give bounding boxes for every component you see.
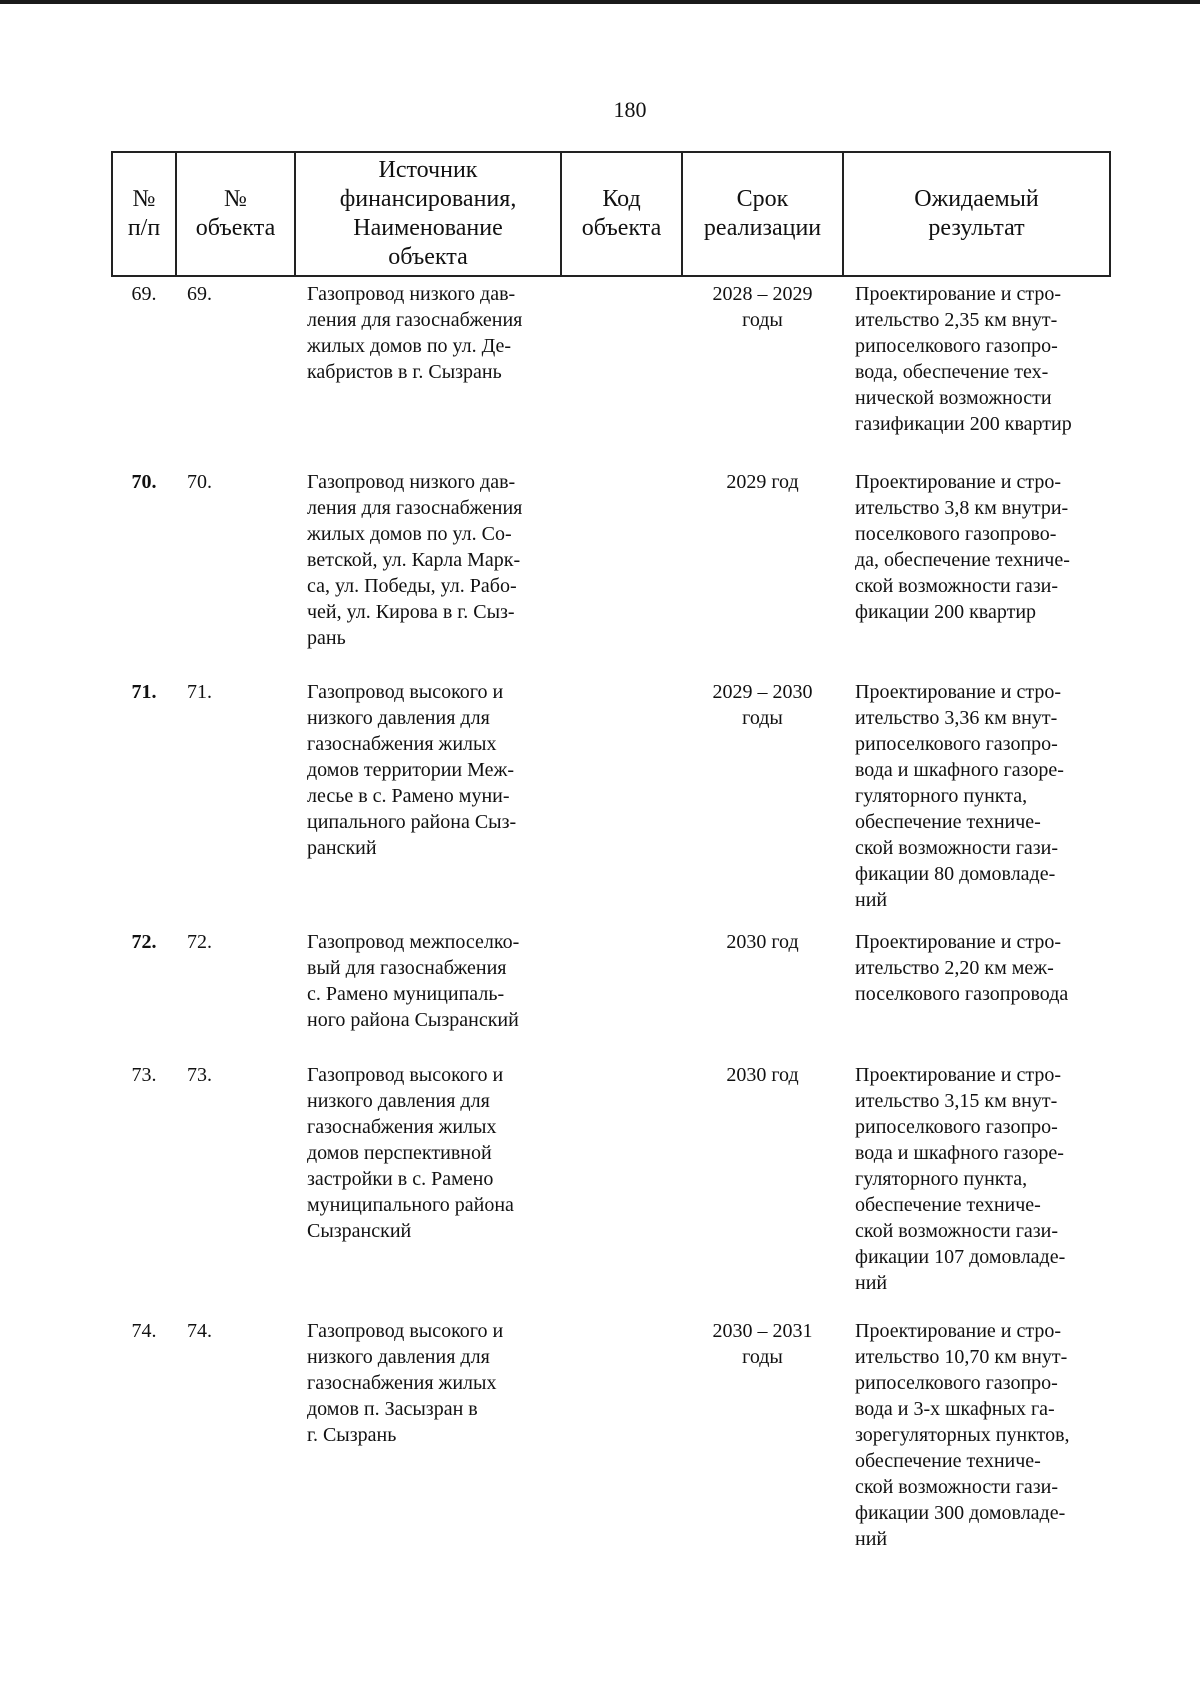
table-row — [112, 1314, 1110, 1564]
expected-result: Проектирование и стро- ительство 2,35 км внут- рипоселкового газопро- вода, обеспечение тех- нической возможности газификации 200 квартир — [855, 283, 1072, 435]
header-funding-source-name: Источник финансирования, Наименование объекта — [295, 152, 561, 276]
implementation-term: 2030 – 2031 годы — [712, 1320, 813, 1368]
object-code — [561, 675, 682, 925]
expected-result: Проектирование и стро- ительство 2,20 км меж- поселкового газопровода — [855, 931, 1069, 1005]
object-code — [561, 925, 682, 1058]
object-code — [561, 1314, 682, 1564]
object-code — [561, 465, 682, 675]
row-number: 71. — [131, 681, 157, 703]
table-row — [112, 276, 1110, 465]
table-row — [112, 925, 1110, 1058]
implementation-term: 2030 год — [726, 931, 799, 953]
expected-result: Проектирование и стро- ительство 3,8 км внутри- поселкового газопрово- да, обеспечение техниче- ской возможности гази- фикации 200 квартир — [855, 471, 1070, 623]
page-top-border — [0, 0, 1200, 4]
row-number: 69. — [131, 283, 157, 305]
object-name: Газопровод межпоселко- вый для газоснабжения с. Рамено муниципаль- ного района Сызранский — [307, 931, 520, 1031]
header-implementation-term: Срок реализации — [682, 152, 843, 276]
object-number: 69. — [187, 283, 212, 305]
object-number: 70. — [187, 471, 212, 493]
row-number: 73. — [131, 1064, 157, 1086]
row-number: 70. — [131, 471, 157, 493]
expected-result: Проектирование и стро- ительство 3,36 км внут- рипоселкового газопро- вода и шкафного газоре- гуляторного пункта, обеспечение техниче- ской возможности гази- фикации 80 домовладе- ний — [855, 681, 1064, 911]
page-number: 180 — [613, 97, 647, 122]
table-row — [112, 675, 1110, 925]
expected-result: Проектирование и стро- ительство 3,15 км внут- рипоселкового газопро- вода и шкафного газоре- гуляторного пункта, обеспечение техниче- ской возможности гази- фикации 107 домовладе- ний — [855, 1064, 1066, 1294]
header-object-number: № объекта — [176, 152, 295, 276]
table-header — [112, 152, 1110, 276]
object-code — [561, 1058, 682, 1314]
implementation-term: 2029 – 2030 годы — [712, 681, 813, 729]
row-number: 72. — [131, 931, 157, 953]
implementation-term: 2028 – 2029 годы — [712, 283, 813, 331]
object-name: Газопровод высокого и низкого давления для газоснабжения жилых домов территории Меж- лесье в с. Рамено муни- ципального района Сыз- ранский — [307, 681, 517, 859]
header-expected-result: Ожидаемый результат — [843, 152, 1110, 276]
object-number: 73. — [187, 1064, 212, 1086]
object-code — [561, 276, 682, 465]
table-row — [112, 465, 1110, 675]
implementation-term: 2030 год — [726, 1064, 799, 1086]
table-row — [112, 1058, 1110, 1314]
row-number: 74. — [131, 1320, 157, 1342]
header-row-number: № п/п — [112, 152, 176, 276]
object-number: 74. — [187, 1320, 212, 1342]
expected-result: Проектирование и стро- ительство 10,70 км внут- рипоселкового газопро- вода и 3-х шкафных га- зорегуляторных пунктов, обеспечение техниче- ской возможности гази- фикации 300 домовладе- ний — [855, 1320, 1070, 1550]
gas-pipeline-table — [111, 151, 1111, 1564]
header-object-code: Код объекта — [561, 152, 682, 276]
object-name: Газопровод низкого дав- ления для газоснабжения жилых домов по ул. Де- кабристов в г. Сызрань — [307, 283, 523, 383]
implementation-term: 2029 год — [726, 471, 799, 493]
object-name: Газопровод высокого и низкого давления для газоснабжения жилых домов перспективной застройки в с. Рамено муниципального района Сызранский — [307, 1064, 514, 1242]
object-number: 72. — [187, 931, 212, 953]
object-name: Газопровод низкого дав- ления для газоснабжения жилых домов по ул. Со- ветской, ул. Карла Марк- са, ул. Победы, ул. Рабо- чей, ул. Кирова в г. Сыз- рань — [307, 471, 523, 649]
object-number: 71. — [187, 681, 212, 703]
header-row — [112, 152, 1110, 276]
object-name: Газопровод высокого и низкого давления для газоснабжения жилых домов п. Засызран в г. Сызрань — [307, 1320, 504, 1446]
